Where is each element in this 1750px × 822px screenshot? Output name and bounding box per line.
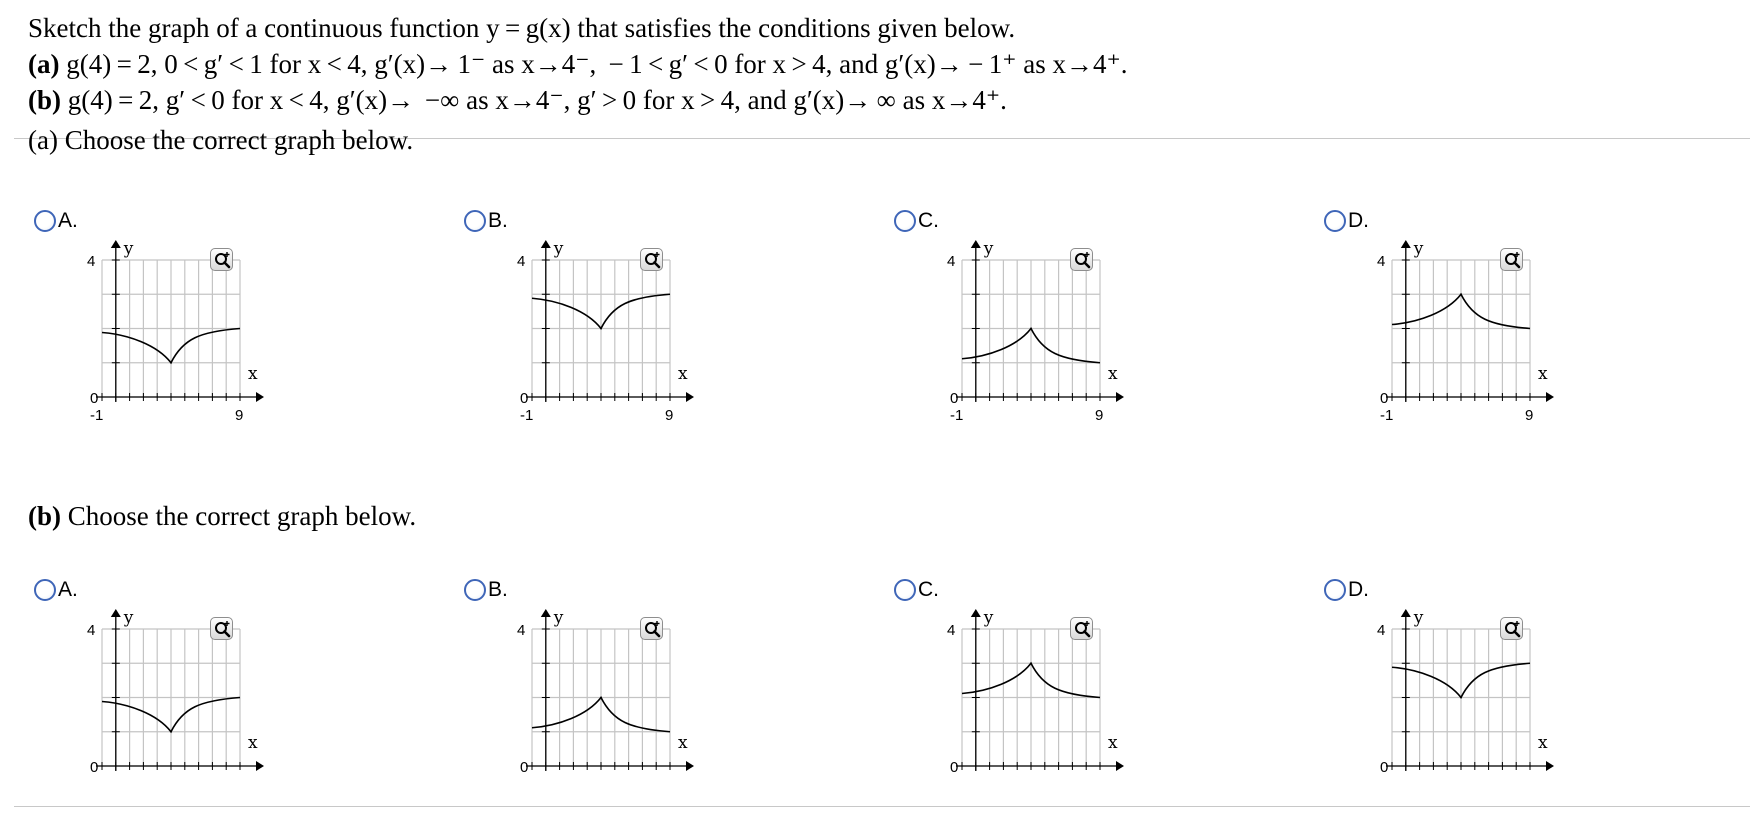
- problem-statement: [28, 10, 1728, 118]
- zoom-button[interactable]: [1500, 248, 1523, 271]
- part-b-heading-label: (b): [28, 501, 61, 531]
- magnify-plus-icon: [641, 249, 664, 272]
- graph: [1320, 208, 1560, 444]
- cusp-point: [600, 697, 602, 699]
- y-axis-arrow: [971, 609, 981, 617]
- y-axis-label: y: [983, 239, 994, 259]
- option-part_a-b: [460, 208, 700, 438]
- part-b-label: (b): [28, 85, 61, 115]
- cusp-point: [600, 328, 602, 330]
- part-a-label: (a): [28, 49, 60, 79]
- magnify-plus-icon: [211, 618, 234, 641]
- y-tick-label-top: 4: [1377, 253, 1386, 270]
- x-axis-arrow: [1546, 392, 1554, 402]
- option-part_a-c: [890, 208, 1130, 438]
- part-b-text: g(4) = 2, g′ < 0 for x < 4, g′(x)→ −∞ as x→4⁻, g′ > 0 for x > 4, and g′(x)→ ∞ as x→4⁺.: [61, 85, 1007, 115]
- x-axis-label: x: [1538, 733, 1548, 753]
- graph: [460, 208, 700, 444]
- option-letter: C.: [918, 578, 939, 601]
- option-part_b-d: [1320, 577, 1560, 807]
- graph: [30, 577, 270, 813]
- cusp-point: [1030, 328, 1032, 330]
- option-letter: D.: [1348, 578, 1369, 601]
- part-b-conditions: [28, 82, 1728, 118]
- option-part_a-a: [30, 208, 270, 438]
- x-axis-arrow: [1546, 761, 1554, 771]
- y-axis-arrow: [1401, 240, 1411, 248]
- y-axis-label: y: [1413, 239, 1424, 259]
- y-axis-arrow: [1401, 609, 1411, 617]
- option-letter: D.: [1348, 209, 1369, 232]
- y-axis-arrow: [111, 609, 121, 617]
- x-axis-arrow: [256, 392, 264, 402]
- y-tick-label-origin: 0: [90, 390, 99, 407]
- x-axis-arrow: [686, 392, 694, 402]
- x-axis-label: x: [1538, 364, 1548, 384]
- option-letter: C.: [918, 209, 939, 232]
- part-a-text: g(4) = 2, 0 < g′ < 1 for x < 4, g′(x)→ 1⁻ as x→4⁻, − 1 < g′ < 0 for x > 4, and g′(x)→ − 1⁺ as x→4⁺.: [59, 49, 1128, 79]
- x-tick-label-max: 9: [1525, 407, 1534, 424]
- cusp-point: [170, 362, 172, 364]
- option-letter: A.: [58, 578, 78, 601]
- y-axis-label: y: [983, 608, 994, 628]
- part-a-conditions: [28, 46, 1728, 82]
- graph: [460, 577, 700, 813]
- magnify-plus-icon: [211, 249, 234, 272]
- y-tick-label-top: 4: [517, 622, 526, 639]
- y-tick-label-origin: 0: [950, 390, 959, 407]
- y-axis-label: y: [123, 239, 134, 259]
- y-axis-arrow: [541, 240, 551, 248]
- option-part_b-b: [460, 577, 700, 807]
- problem-intro: Sketch the graph of a continuous function y = g(x) that satisfies the conditions given below.: [28, 13, 1016, 43]
- zoom-button[interactable]: [1500, 617, 1523, 640]
- magnify-plus-icon: [1501, 249, 1524, 272]
- y-tick-label-origin: 0: [90, 759, 99, 776]
- y-tick-label-top: 4: [1377, 622, 1386, 639]
- zoom-button[interactable]: [1070, 617, 1093, 640]
- cusp-point: [1460, 697, 1462, 699]
- graph: [890, 208, 1130, 444]
- y-axis-arrow: [971, 240, 981, 248]
- option-letter: B.: [488, 209, 508, 232]
- x-axis-arrow: [1116, 761, 1124, 771]
- graph: [30, 208, 270, 444]
- option-part_b-a: [30, 577, 270, 807]
- part-a-heading-text: (a) Choose the correct graph below.: [28, 125, 414, 155]
- part-a-heading-cut: [28, 125, 414, 158]
- part-b-heading-text: Choose the correct graph below.: [61, 501, 417, 531]
- x-axis-arrow: [1116, 392, 1124, 402]
- x-axis-arrow: [256, 761, 264, 771]
- graph: [1320, 577, 1560, 813]
- option-part_b-c: [890, 577, 1130, 807]
- y-axis-label: y: [553, 608, 564, 628]
- cusp-point: [1460, 293, 1462, 295]
- magnify-plus-icon: [1071, 249, 1094, 272]
- x-tick-label-min: -1: [950, 407, 964, 424]
- y-tick-label-top: 4: [87, 253, 96, 270]
- x-axis-label: x: [678, 364, 688, 384]
- y-axis-label: y: [1413, 608, 1424, 628]
- y-tick-label-origin: 0: [1380, 759, 1389, 776]
- x-tick-label-min: -1: [520, 407, 534, 424]
- y-axis-label: y: [553, 239, 564, 259]
- zoom-button[interactable]: [640, 248, 663, 271]
- x-tick-label-max: 9: [1095, 407, 1104, 424]
- y-tick-label-top: 4: [947, 253, 956, 270]
- y-tick-label-top: 4: [517, 253, 526, 270]
- zoom-button[interactable]: [210, 617, 233, 640]
- y-axis-label: y: [123, 608, 134, 628]
- part-b-heading: [28, 498, 416, 534]
- x-axis-label: x: [1108, 733, 1118, 753]
- x-axis-arrow: [686, 761, 694, 771]
- y-axis-arrow: [111, 240, 121, 248]
- y-tick-label-origin: 0: [950, 759, 959, 776]
- x-axis-label: x: [1108, 364, 1118, 384]
- magnify-plus-icon: [1071, 618, 1094, 641]
- x-axis-label: x: [248, 364, 258, 384]
- option-part_a-d: [1320, 208, 1560, 438]
- cusp-point: [170, 731, 172, 733]
- zoom-button[interactable]: [640, 617, 663, 640]
- x-axis-label: x: [678, 733, 688, 753]
- x-tick-label-min: -1: [90, 407, 104, 424]
- y-tick-label-origin: 0: [520, 759, 529, 776]
- y-axis-arrow: [541, 609, 551, 617]
- magnify-plus-icon: [1501, 618, 1524, 641]
- zoom-button[interactable]: [210, 248, 233, 271]
- y-tick-label-top: 4: [947, 622, 956, 639]
- y-tick-label-origin: 0: [520, 390, 529, 407]
- magnify-plus-icon: [641, 618, 664, 641]
- zoom-button[interactable]: [1070, 248, 1093, 271]
- option-letter: A.: [58, 209, 78, 232]
- x-tick-label-max: 9: [235, 407, 244, 424]
- y-tick-label-top: 4: [87, 622, 96, 639]
- x-tick-label-max: 9: [665, 407, 674, 424]
- x-tick-label-min: -1: [1380, 407, 1394, 424]
- option-letter: B.: [488, 578, 508, 601]
- cusp-point: [1030, 662, 1032, 664]
- graph: [890, 577, 1130, 813]
- x-axis-label: x: [248, 733, 258, 753]
- y-tick-label-origin: 0: [1380, 390, 1389, 407]
